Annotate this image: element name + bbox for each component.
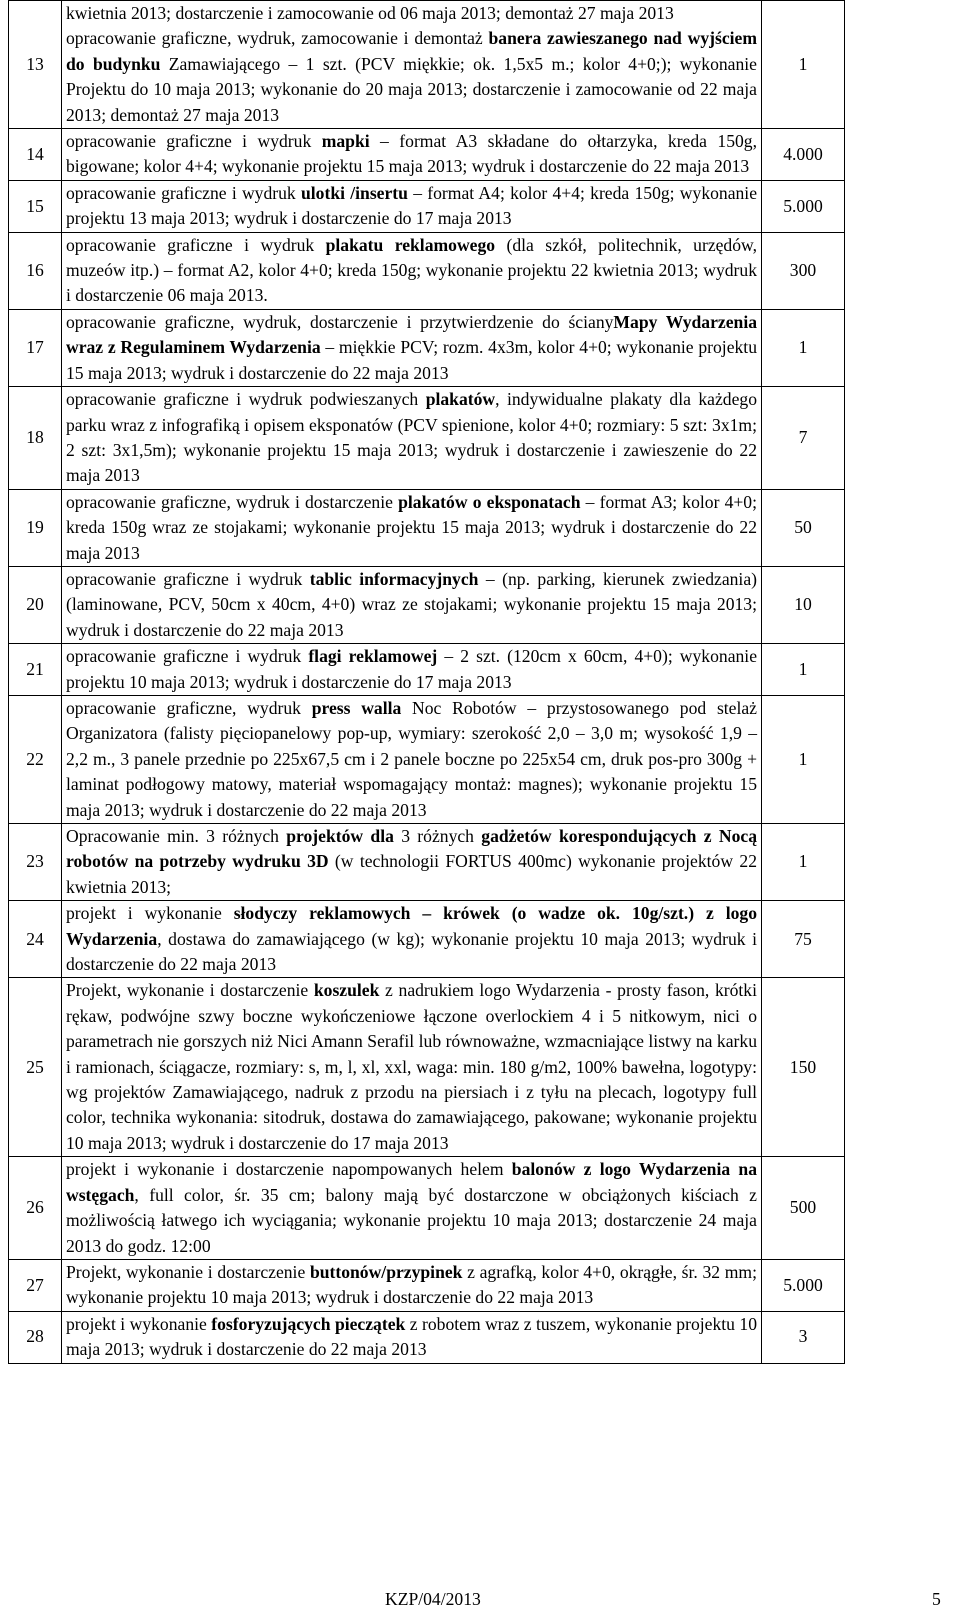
table-row [9,1311,845,1363]
description-text: , indywidualne plakaty dla każdego parku wraz z infografiką i opisem eksponatów (PCV spienione, kolor 4+0; rozmiary: 5 szt: 3x1m; 2 szt: 3x1,5m); wykonanie projektu 15 maja 2013; wydruk i dostarczenie i zawieszenie do 22 maja 2013 [66,389,757,486]
description-text: opracowanie graficzne i wydruk [66,131,322,152]
description-bold-text: fosforyzujących pieczątek [211,1313,406,1334]
item-quantity: 75 [762,901,845,978]
row-number: 16 [9,232,62,309]
table-row [9,1,845,129]
row-number: 17 [9,309,62,386]
item-quantity: 500 [762,1157,845,1260]
description-text: opracowanie graficzne i wydruk [66,182,301,203]
table-row [9,232,845,309]
description-bold-text: mapki [321,131,370,152]
row-number: 19 [9,489,62,566]
description-bold-text: słodyczy reklamowych – krówek (o wadze ok. 10g/szt.) z logo Wydarzenia [66,903,757,949]
description-text: projekt i wykonanie [66,903,234,924]
description-text: , dostawa do zamawiającego (w kg); wykonanie projektu 10 maja 2013; wydruk i dostarczenie do 22 maja 2013 [66,928,757,975]
row-number: 23 [9,824,62,901]
description-text: 3 różnych [393,826,482,846]
row-number: 21 [9,644,62,696]
row-number: 22 [9,695,62,823]
row-number: 25 [9,978,62,1157]
description-text: (w technologii FORTUS 400mc) wykonanie projektów 22 kwietnia 2013; [66,851,757,897]
row-number: 28 [9,1311,62,1363]
table-row [9,566,845,643]
description-bold-text: ulotki /insertu [301,182,408,203]
item-description [62,1157,762,1260]
description-text: opracowanie graficzne i wydruk [66,568,310,589]
row-number: 18 [9,387,62,490]
item-description [62,1,762,129]
description-text: Opracowanie min. 3 różnych [66,826,287,846]
description-text: projekt i wykonanie i dostarczenie napompowanych helem [66,1159,512,1180]
item-quantity: 1 [762,644,845,696]
table-row [9,180,845,232]
description-bold-text: projektów dla [286,826,394,846]
item-description [62,387,762,490]
item-quantity: 1 [762,695,845,823]
item-description [62,1259,762,1311]
item-quantity: 4.000 [762,129,845,181]
description-bold-text: koszulek [313,980,380,1001]
item-description [62,129,762,181]
items-table-body [9,1,845,1364]
item-description [62,978,762,1157]
item-description [62,232,762,309]
description-text: – miękkie PCV; rozm. 4x3m, kolor 4+0; wykonanie projektu 15 maja 2013; wydruk i dostarczenie do 22 maja 2013 [66,337,757,383]
description-bold-text: plakatów o eksponatach [398,491,581,512]
description-text: opracowanie graficzne, wydruk [66,697,312,718]
row-number: 26 [9,1157,62,1260]
table-row [9,824,845,901]
item-description [62,566,762,643]
item-quantity: 3 [762,1311,845,1363]
item-description [62,489,762,566]
item-quantity: 50 [762,489,845,566]
description-text: opracowanie graficzne i wydruk [66,234,326,255]
description-text: z agrafką, kolor 4+0, okrągłe, śr. 32 mm; wykonanie projektu 10 maja 2013; wydruk i dostarczenie do 22 maja 2013 [66,1261,757,1308]
description-text: kwietnia 2013; dostarczenie i zamocowanie od 06 maja 2013; demontaż 27 maja 2013 [66,3,674,23]
table-row [9,387,845,490]
row-number: 27 [9,1259,62,1311]
description-bold-text: banera zawieszanego nad wyjściem do budynku [66,28,757,74]
description-text: Zamawiającego – 1 szt. (PCV miękkie; ok. 1,5x5 m.; kolor 4+0;); wykonanie Projektu do 10 maja 2013; wykonanie do 20 maja 2013; dostarczenie i zamocowanie od 22 maja 2013; demontaż 27 maja 2013 [66,53,757,125]
row-number: 20 [9,566,62,643]
item-quantity: 1 [762,1,845,129]
description-bold-text: Mapy Wydarzenia wraz z Regulaminem Wydarzenia [66,311,758,358]
description-text: , full color, śr. 35 cm; balony mają być dostarczone w obciążonych kiściach z możliwością łatwego ich wyciągania; wykonanie projektu 10 maja 2013; dostarczenie 24 maja 2013 do godz. 12:00 [66,1184,757,1256]
table-row [9,901,845,978]
item-description [62,695,762,823]
description-text: z robotem wraz z tuszem, wykonanie projektu 10 maja 2013; wydruk i dostarczenie do 22 maja 2013 [66,1313,757,1360]
item-description [62,644,762,696]
row-number: 15 [9,180,62,232]
item-quantity: 1 [762,309,845,386]
item-quantity: 10 [762,566,845,643]
description-text: – (np. parking, kierunek zwiedzania) (laminowane, PCV, 50cm x 40cm, 4+0) wraz ze stojakami; wykonanie projektu 15 maja 2013; wydruk i dostarczenie do 22 maja 2013 [66,568,757,640]
description-text: (dla szkół, politechnik, urzędów, muzeów itp.) – format A2, kolor 4+0; kreda 150g; wykonanie projektu 22 kwietnia 2013; wydruk i dostarczenie 06 maja 2013. [66,234,757,306]
table-row [9,695,845,823]
description-bold-text: flagi reklamowej [308,646,438,667]
description-text: – format A4; kolor 4+4; kreda 150g; wykonanie projektu 13 maja 2013; wydruk i dostarczenie do 17 maja 2013 [66,182,758,229]
table-row [9,644,845,696]
item-description [62,180,762,232]
item-quantity: 150 [762,978,845,1157]
description-bold-text: press walla [311,697,402,718]
page-number: 5 [932,1589,941,1609]
description-text: – format A3; kolor 4+0; kreda 150g wraz ze stojakami; wykonanie projektu 15 maja 2013; wydruk i dostarczenie do 22 maja 2013 [66,491,757,563]
table-row [9,1157,845,1260]
table-row [9,978,845,1157]
row-number: 13 [9,1,62,129]
description-bold-text: tablic informacyjnych [309,568,479,589]
item-description [62,824,762,901]
item-quantity: 5.000 [762,180,845,232]
description-text: Projekt, wykonanie i dostarczenie [66,1261,310,1282]
description-text: – format A3 składane do ołtarzyka, kreda 150g, bigowane; kolor 4+4; wykonanie projektu 15 maja 2013; wydruk i dostarczenie do 22 maja 2013 [66,131,757,177]
description-bold-text: balonów z logo Wydarzenia na wstęgach [66,1159,757,1205]
row-number: 14 [9,129,62,181]
description-text: Projekt, wykonanie i dostarczenie [66,980,314,1001]
description-text: z nadrukiem logo Wydarzenia - prosty fason, krótki rękaw, podwójne szwy boczne wykończeniowe łączone overlockiem 4 i 5 nitkowym, nici o parametrach nie gorszych niż Nici Amann Serafil lub równoważne, wzmacniające listwy na karku i ramionach, ściągacze, rozmiary: s, m, l, xl, xxl, waga: min. 180 g/m2, 100% bawełna, logotypy: wg projektów Zamawiającego, nadruk z przodu na piersiach i z tyłu na plecach, logotypy full color, technika wykonania: sitodruk, dostawa do zamawiającego, pakowane; wykonanie projektu 10 maja 2013; wydruk i dostarczenie do 17 maja 2013 [66,980,757,1153]
description-text: projekt i wykonanie [66,1313,212,1334]
description-text: Noc Robotów – przystosowanego pod stelaż Organizatora (falisty pięciopanelowy pop-up, wymiary: szerokość 2,0 – 3,0 m; wysokość 1,9 – 2,2 m., 3 panele przednie po 225x67,5 cm i 2 panele boczne po 225x54 cm, druk pos-pro 300g + laminat podłogowy matowy, materiał wspomagający montaż: magnes); wykonanie projektu 15 maja 2013; wydruk i dostarczenie do 22 maja 2013 [66,697,757,820]
description-bold-text: plakatu reklamowego [325,234,496,255]
description-text: opracowanie graficzne i wydruk podwieszanych [66,389,426,410]
items-table [8,0,845,1364]
item-quantity: 300 [762,232,845,309]
description-bold-text: plakatów [425,389,496,410]
item-quantity: 1 [762,824,845,901]
row-number: 24 [9,901,62,978]
item-description [62,309,762,386]
item-quantity: 7 [762,387,845,490]
table-row [9,129,845,181]
table-row [9,309,845,386]
item-quantity: 5.000 [762,1259,845,1311]
description-text: opracowanie graficzne i wydruk [66,646,309,667]
document-code: KZP/04/2013 [385,1589,481,1609]
description-text: opracowanie graficzne, wydruk i dostarczenie [66,491,399,512]
item-description [62,1311,762,1363]
description-text: opracowanie graficzne, wydruk, dostarczenie i przytwierdzenie do ściany [66,311,614,332]
table-row [9,1259,845,1311]
table-row [9,489,845,566]
description-text: opracowanie graficzne, wydruk, zamocowanie i demontaż [66,28,489,49]
item-description [62,901,762,978]
description-text: – 2 szt. (120cm x 60cm, 4+0); wykonanie projektu 10 maja 2013; wydruk i dostarczenie do 17 maja 2013 [66,646,757,692]
description-bold-text: gadżetów korespondujących z Nocą robotów na potrzeby wydruku 3D [66,826,757,872]
description-bold-text: buttonów/przypinek [309,1261,463,1282]
